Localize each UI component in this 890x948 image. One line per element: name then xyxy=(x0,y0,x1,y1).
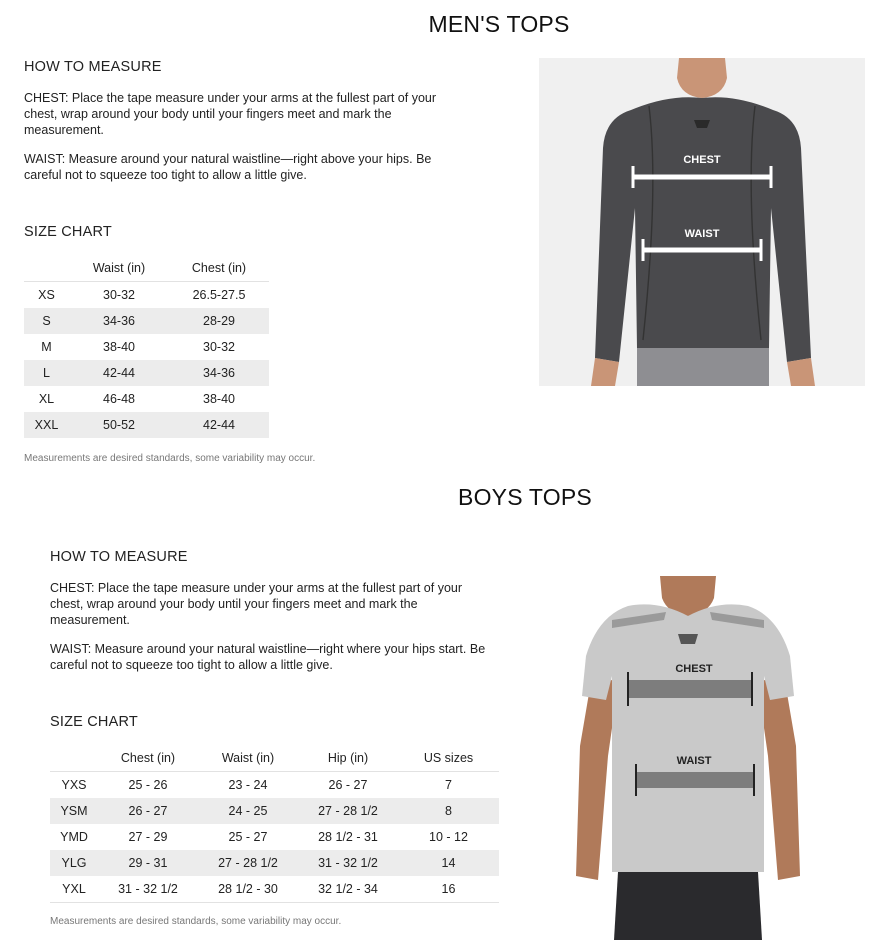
men-waist-instructions: WAIST: Measure around your natural waistline—right above your hips. Be careful not to squeeze too tight to allow a little give. xyxy=(24,152,432,182)
size-cell: XXL xyxy=(24,412,69,438)
table-header-row xyxy=(50,744,499,772)
men-shirt-photo xyxy=(539,58,865,386)
table-header-cell xyxy=(24,254,69,282)
size-cell: S xyxy=(24,308,69,334)
table-cell: 38-40 xyxy=(203,392,235,406)
table-cell: 23 - 24 xyxy=(228,778,268,792)
men-measurement-note: Measurements are desired standards, some variability may occur. xyxy=(24,453,316,464)
table-cell: 8 xyxy=(398,798,499,824)
table-header-cell: Waist (in) xyxy=(69,254,169,282)
boys-how-to-measure-heading: HOW TO MEASURE xyxy=(50,549,188,565)
men-shirt-illustration xyxy=(539,58,865,386)
table-cell: 34-36 xyxy=(169,360,269,386)
table-cell: 27 - 29 xyxy=(128,830,168,844)
table-row xyxy=(24,308,269,334)
table-header-row xyxy=(24,254,269,282)
size-cell: YMD xyxy=(60,830,88,844)
men-size-table xyxy=(24,254,269,438)
table-cell: 28 1/2 - 31 xyxy=(318,830,378,844)
size-cell: L xyxy=(24,360,69,386)
table-cell: 42-44 xyxy=(69,360,169,386)
table-cell: 46-48 xyxy=(103,392,135,406)
table-cell: 7 xyxy=(445,778,452,792)
size-cell: XS xyxy=(38,288,55,302)
men-chest-label: CHEST xyxy=(683,154,721,166)
boys-size-chart-heading: SIZE CHART xyxy=(50,714,138,730)
table-row xyxy=(50,798,499,824)
table-header-cell: Hip (in) xyxy=(298,744,398,772)
men-size-chart-heading: SIZE CHART xyxy=(24,224,112,240)
table-row xyxy=(50,824,499,850)
table-cell: 26.5-27.5 xyxy=(192,288,246,302)
table-cell: 26 - 27 xyxy=(98,798,198,824)
table-row xyxy=(50,850,499,876)
table-header-cell: Waist (in) xyxy=(198,744,298,772)
table-header-cell xyxy=(50,744,98,772)
table-cell: 50-52 xyxy=(69,412,169,438)
men-section-title: MEN'S TOPS xyxy=(428,11,570,37)
boys-chest-instructions: CHEST: Place the tape measure under your arms at the fullest part of your chest, wrap around your body until your fingers meet and mark the measurement. xyxy=(50,581,463,627)
table-row xyxy=(24,412,269,438)
boys-waist-instructions: WAIST: Measure around your natural waistline—right where your hips start. Be careful not to squeeze too tight to allow a little give. xyxy=(50,642,486,672)
table-cell: 27 - 28 1/2 xyxy=(298,798,398,824)
table-cell: 28-29 xyxy=(169,308,269,334)
boys-shirt-illustration xyxy=(568,576,808,940)
size-cell: YXL xyxy=(62,882,86,896)
table-cell: 27 - 28 1/2 xyxy=(198,850,298,876)
table-row xyxy=(50,772,499,799)
table-header-cell: Chest (in) xyxy=(169,254,269,282)
size-cell: YXS xyxy=(61,778,87,792)
table-cell: 32 1/2 - 34 xyxy=(318,882,378,896)
size-cell: XL xyxy=(38,392,55,406)
men-waist-label: WAIST xyxy=(684,228,720,240)
table-header-cell: Chest (in) xyxy=(98,744,198,772)
table-cell: 31 - 32 1/2 xyxy=(298,850,398,876)
table-cell: 25 - 26 xyxy=(128,778,168,792)
table-cell: 10 - 12 xyxy=(429,830,468,844)
size-cell: YSM xyxy=(50,798,98,824)
table-cell: 38-40 xyxy=(103,340,135,354)
boys-shirt-photo xyxy=(568,576,808,940)
table-cell: 31 - 32 1/2 xyxy=(118,882,178,896)
boys-measurement-note: Measurements are desired standards, some variability may occur. xyxy=(50,916,342,927)
size-cell: M xyxy=(41,340,52,354)
boys-size-table xyxy=(50,744,499,903)
boys-waist-label: WAIST xyxy=(676,755,712,767)
men-chest-instructions: CHEST: Place the tape measure under your arms at the fullest part of your chest, wrap around your body until your fingers meet and mark the measurement. xyxy=(24,91,437,137)
table-cell: 25 - 27 xyxy=(228,830,268,844)
table-cell: 24 - 25 xyxy=(198,798,298,824)
table-row xyxy=(24,334,269,360)
table-cell: 30-32 xyxy=(103,288,135,302)
table-cell: 14 xyxy=(398,850,499,876)
boys-chest-label: CHEST xyxy=(675,663,713,675)
table-cell: 34-36 xyxy=(69,308,169,334)
table-row xyxy=(50,876,499,903)
table-cell: 30-32 xyxy=(203,340,235,354)
table-row xyxy=(24,282,269,309)
table-cell: 26 - 27 xyxy=(328,778,368,792)
table-header-cell: US sizes xyxy=(398,744,499,772)
men-how-to-measure-heading: HOW TO MEASURE xyxy=(24,59,162,75)
table-cell: 28 1/2 - 30 xyxy=(218,882,278,896)
size-cell: YLG xyxy=(50,850,98,876)
table-cell: 16 xyxy=(441,882,456,896)
table-row xyxy=(24,360,269,386)
table-cell: 42-44 xyxy=(169,412,269,438)
table-cell: 29 - 31 xyxy=(98,850,198,876)
boys-section-title: BOYS TOPS xyxy=(458,484,592,510)
table-row xyxy=(24,386,269,412)
